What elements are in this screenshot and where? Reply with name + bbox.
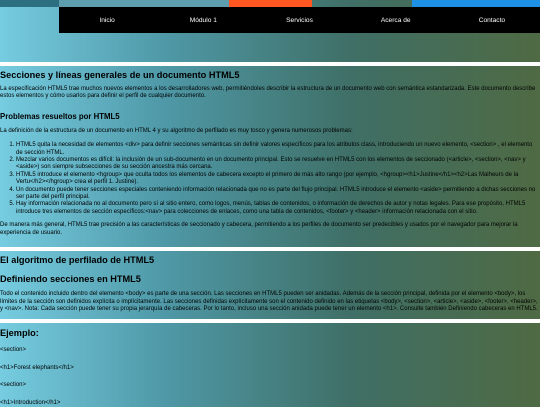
section-paragraph: La definición de la estructura de un documento en HTML 4 y su algoritmo de perfilado es muy tosco y genera numerosos problemas:	[0, 127, 353, 134]
nav-item-modulo-1[interactable]: Módulo 1	[189, 16, 217, 24]
section-title: Ejemplo:	[0, 328, 39, 339]
accent-block-1	[0, 0, 59, 7]
nav-item-inicio[interactable]: Inicio	[99, 16, 115, 24]
accent-block-2	[59, 0, 229, 7]
code-line: <section>	[0, 347, 27, 354]
section-paragraph: De manera más general, HTML5 trae precisión a las características de seccionado y cabecera, permitiendo a los perfiles de documento ser predecibles y usados por el navegador para mejorar la experiencia de usuario.	[0, 222, 518, 236]
problems-list	[0, 142, 540, 216]
code-example	[0, 347, 540, 407]
list-item: 4. Un documento puede tener secciones especiales conteniendo información relacionada que no es parte del flujo principal. HTML5 introduce el elemento <aside> permitiendo a dichas secciones no ser parte del perfil principal.	[16, 187, 540, 202]
section-algorithm	[0, 247, 540, 313]
nav-item-contacto[interactable]: Contacto	[478, 16, 506, 24]
list-item: 2. Mezclar varios documentos es difícil: la inclusión de un sub-documento en un documento principal. Esto se resuelve en HTML5 con los elementos de seccionado (<article>, <section>, <nav> y <aside>) son siempre subsecciones de su sección ancestra más cercana.	[16, 157, 540, 172]
section-divider	[0, 247, 540, 251]
section-divider	[0, 62, 540, 66]
accent-stripe	[0, 0, 540, 7]
main-content	[0, 36, 540, 407]
section-title: El algoritmo de perfilado de HTML5	[0, 255, 155, 266]
top-header	[0, 0, 540, 36]
list-item: 1. HTML5 quita la necesidad de elementos <div> para definir secciones semánticas sin definir valores específicos para los atributos class, introduciendo un nuevo elemento, <section> , el elemento de sección HTML.	[16, 142, 540, 157]
list-item: 3. HTML5 introduce el elemento <hgroup> que oculta todos los elementos de cabecera excepto el primero de más alto rango (por ejemplo, <hgroup><h1>Justine</h1><h2>Las Malheurs de la Vertu</h2></hgroup> crea el perfil 1. Justine).	[16, 172, 540, 187]
section-subtitle: Problemas resueltos por HTML5	[0, 111, 120, 121]
section-paragraph: La especificación HTML5 trae muchos nuevos elementos a los desarrolladores web, permitiéndoles describir la estructura de un documento web con semántica estandarizada. Este documento describe estos elementos y cómo usarlos para definir el perfil de cualquier documento.	[0, 86, 536, 100]
code-line: <section>	[0, 382, 27, 389]
section-problems	[0, 111, 540, 237]
accent-block-4	[412, 0, 540, 7]
section-example	[0, 319, 540, 407]
nav-item-acerca-de[interactable]: Acerca de	[380, 16, 411, 24]
section-subtitle: Definiendo secciones en HTML5	[0, 274, 141, 285]
nav-item-servicios[interactable]: Servicios	[286, 16, 313, 24]
list-item: 5. Hay información relacionada no al documento pero sí al sitio entero, como logos, menús, tablas de contenidos, o información de derechos de autor y notas legales. Para ese propósito, HTML5 introduce tres elementos de sección específicos:<nav> para colecciones de enlaces, como una tabla de contenidos, <footer> y <header> información relacionada con el sitio.	[16, 201, 540, 216]
accent-gap	[312, 0, 412, 7]
section-html5-intro	[0, 36, 540, 101]
code-line: <h1>Forest elephants</h1>	[0, 364, 74, 371]
code-line: <h1>Introduction</h1>	[0, 399, 61, 406]
main-nav	[59, 7, 540, 33]
section-paragraph: Todo el contenido incluido dentro del elemento <body> es parte de una sección. Las secciones en HTML5 pueden ser anidadas. Además de la sección principal, definida por el elemento <body>, los límites de la sección son definidos explícita o implícitamente. Las secciones definidas explícitamente son el contenido definido en las etiquetas <body>, <section>, <article>, <aside>, <footer>, <header>, y <nav>. Nota: Cada sección puede tener su propia jerarquía de cabeceras. Por lo tanto, incluso una sección anidada puede tener un elemento <h1>. Consulte también Definiendo cabeceras en HTML5.	[0, 291, 538, 312]
section-title: Secciones y líneas generales de un documento HTML5	[0, 70, 240, 80]
section-divider	[0, 319, 540, 323]
accent-block-3	[229, 0, 312, 7]
